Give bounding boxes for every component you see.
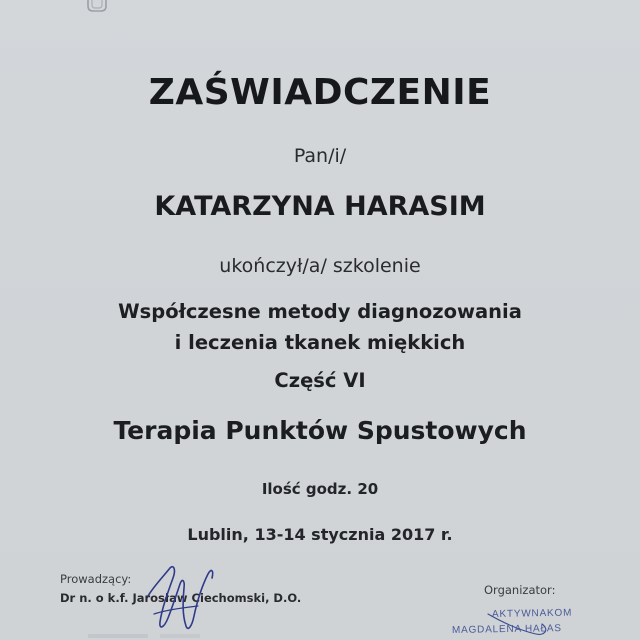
completed-text: ukończył/a/ szkolenie	[219, 255, 421, 277]
stamp-line-1: AKTYWNAKOM	[491, 607, 573, 620]
stamp-line-2: MAGDALENA HAŁAS	[451, 623, 562, 636]
leader-label: Prowadzący:	[60, 572, 132, 586]
training-topic: Terapia Punktów Spustowych	[113, 416, 527, 445]
course-part: Część VI	[274, 369, 366, 392]
handwritten-signature	[140, 556, 220, 640]
leader-name: Dr n. o k.f. Jarosław Ciechomski, D.O.	[60, 591, 302, 605]
course-title	[0, 296, 640, 358]
salutation: Pan/i/	[293, 145, 347, 167]
course-title-line-1: Współczesne metody diagnozowania	[118, 300, 522, 323]
recipient-name: KATARZYNA HARASIM	[154, 191, 486, 222]
place-and-date: Lublin, 13-14 stycznia 2017 r.	[187, 525, 453, 544]
certificate-title: ZAŚWIADCZENIE	[148, 72, 492, 113]
organizer-label: Organizator:	[484, 583, 556, 597]
hours-count: Ilość godz. 20	[261, 480, 379, 498]
faint-footer-print	[0, 632, 300, 640]
course-title-line-2: i leczenia tkanek miękkich	[174, 331, 466, 354]
paper-clip-icon	[82, 0, 112, 14]
organizer-stamp	[440, 600, 600, 640]
